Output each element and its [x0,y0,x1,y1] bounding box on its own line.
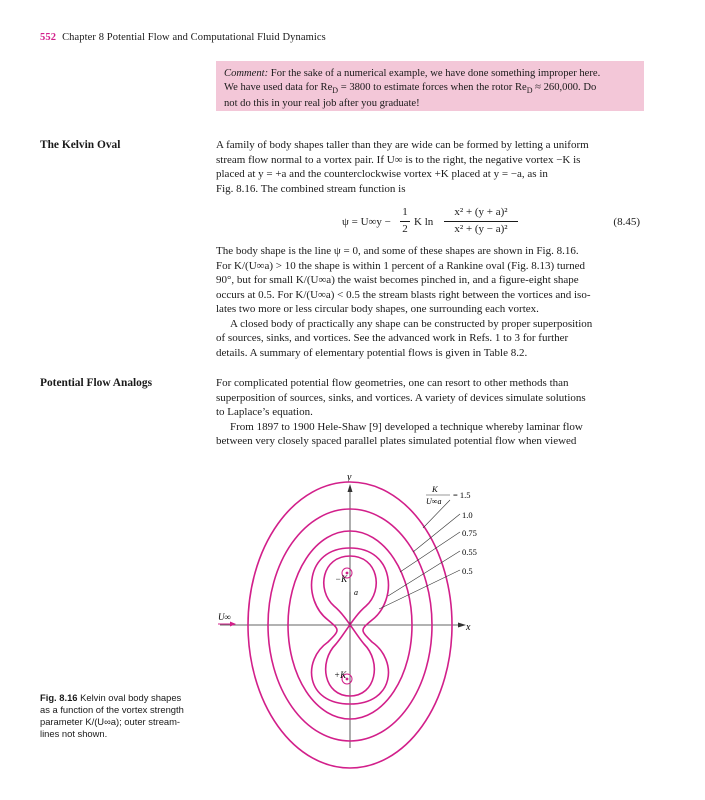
figure-label: Fig. 8.16 [40,692,78,703]
equation-lhs: ψ = U∞y − [342,216,391,228]
x-axis-label: x [466,622,471,633]
section-title-kelvin-oval: The Kelvin Oval [40,139,121,151]
page-number: 552 [40,32,57,43]
section-title-potential-flow-analogs: Potential Flow Analogs [40,377,153,389]
positive-vortex-label: +K [334,670,347,680]
equation-denominator: x² + (y − a)² [454,223,508,235]
param-value-1.0: 1.0 [462,510,473,520]
kelvin-intro-paragraph: A family of body shapes taller than they are wide can be formed by letting a uniform stream flow normal to a vortex pair. If U∞ is to the right, the negative vortex −K is placed at y = +a and the counterclockwise vortex +K placed at y = −a, as in Fig. 8.16. The combined stream function is [216,139,589,195]
comment-line-3: not do this in your real job after you graduate! [224,98,420,110]
equation-half-num: 1 [402,206,408,218]
running-title: Chapter 8 Potential Flow and Computational Fluid Dynamics [62,32,326,43]
analogs-paragraph: For complicated potential flow geometries, one can resort to other methods than superposition of sources, sinks, and vortices. A variety of devices simulate solutions to Laplace’s equation. From 1897 to 1900 Hele-Shaw [9] developed a technique whereby laminar flow between very closely spaced parallel plates simulated potential flow when viewed [216,377,586,447]
param-value-0.75: 0.75 [462,528,477,538]
y-axis-label: y [347,472,352,483]
param-value-0.5: 0.5 [462,566,473,576]
equation-numerator: x² + (y + a)² [454,206,508,218]
param-value-0.55: 0.55 [462,547,477,557]
negative-vortex-label: −K [335,574,348,584]
equation-mid: K ln [414,216,434,228]
equation-half-den: 2 [402,223,408,235]
x-axis-arrowhead [458,623,466,628]
equation-number: (8.45) [613,216,640,228]
kelvin-shape-paragraph: The body shape is the line ψ = 0, and some of these shapes are shown in Fig. 8.16. For K/(U∞a) > 10 the shape is within 1 percent of a Rankine oval (Fig. 8.13) turned 90°, but for small K/(U∞a) the waist becomes pinched in, and a figure-eight shape occurs at 0.5. For K/(U∞a) < 0.5 the stream blasts right between the vortices and iso- lates two more or less circular body shapes, one surrounding each vortex. A closed body of practically any shape can be constructed by proper superposition of sources, sinks, and vortices. See the advanced work in Refs. 1 to 3 for further details. A summary of elementary potential flows is given in Table 8.2. [216,245,593,359]
param-numerator: K [432,484,438,494]
figure-caption: Fig. 8.16 Kelvin oval body shapes as a function of the vortex strength parameter K/(U∞a); outer stream- lines not shown. [40,692,184,739]
param-denominator: U∞a [426,497,442,506]
dimension-a-label: a [354,588,358,597]
comment-label: Comment: [224,68,269,79]
y-axis-arrowhead [348,484,353,492]
comment-line-1: Comment: For the sake of a numerical example, we have done something improper here. [224,68,601,79]
param-value-1.5: = 1.5 [453,490,471,500]
stream-label: U∞ [218,612,231,622]
comment-line-2: We have used data for $Re_D = 3800$ to estimate forces when the rotor $Re_D \approx 260,000$. Do [224,81,597,95]
